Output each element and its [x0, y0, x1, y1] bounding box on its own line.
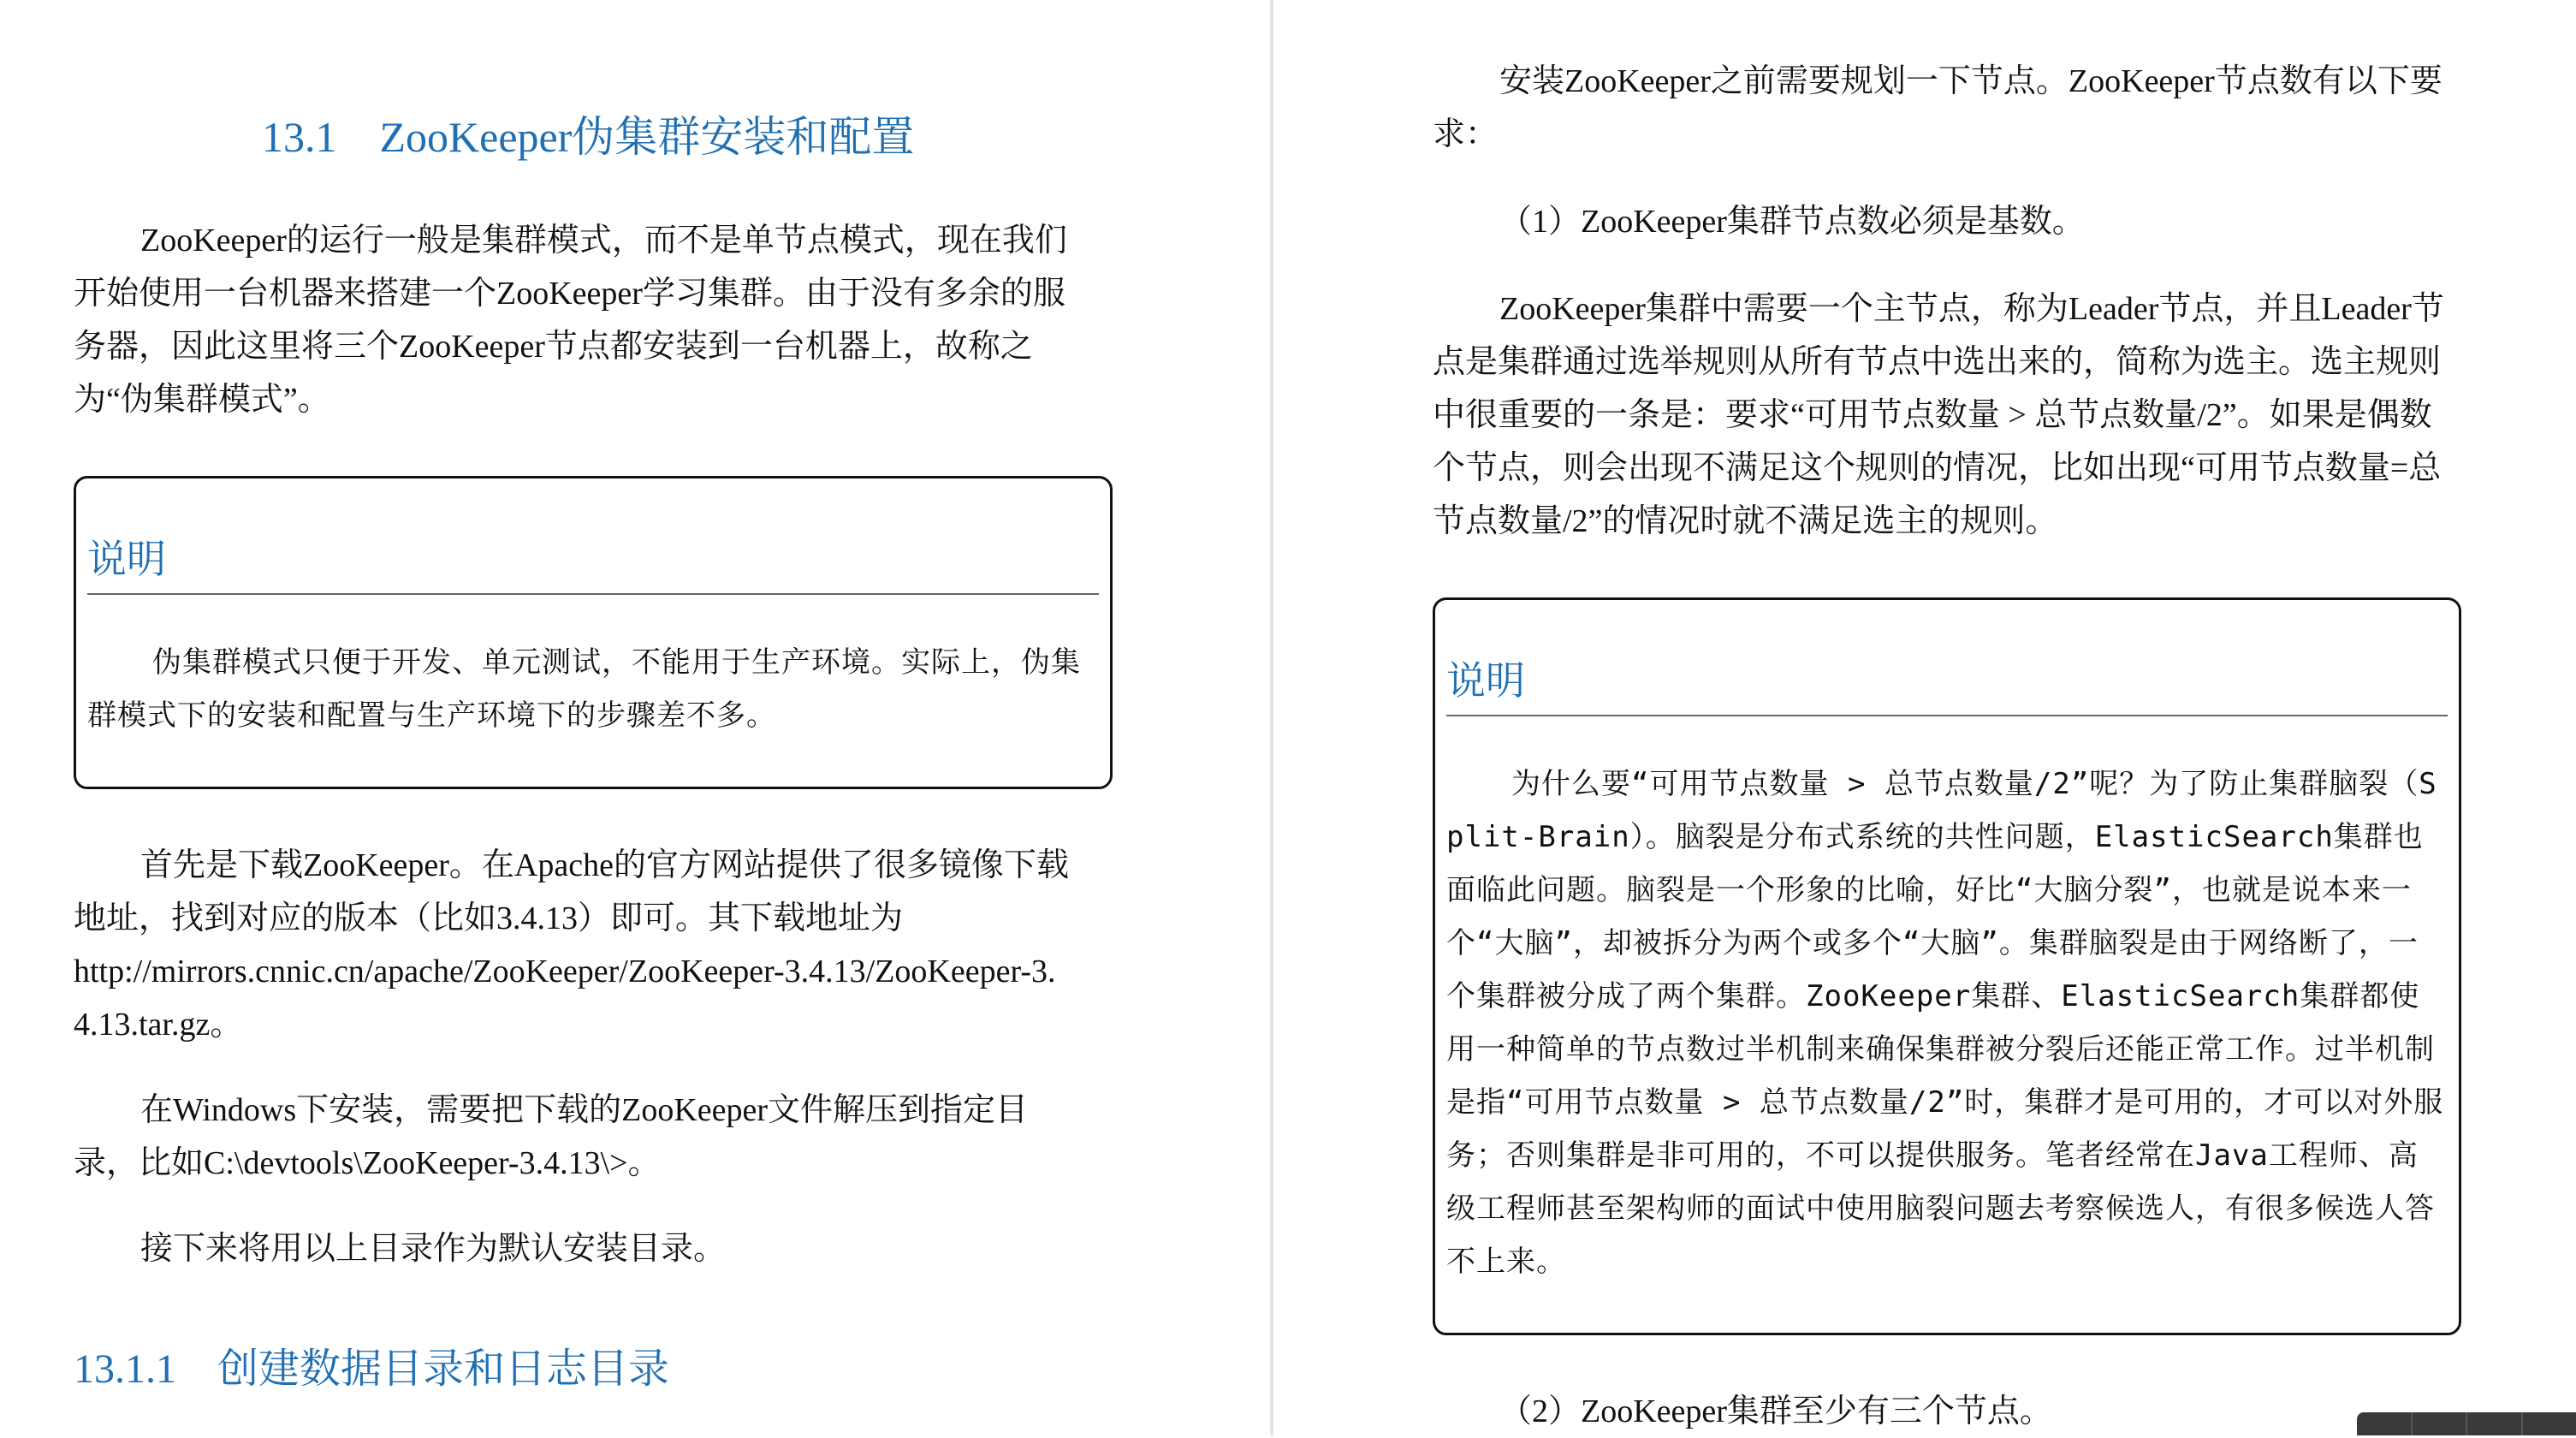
note-box	[74, 476, 1113, 789]
plan-paragraph: 安装ZooKeeper之前需要规划一下节点。ZooKeeper节点数有以下要求：	[1433, 55, 2460, 161]
download-url: http://mirrors.cnnic.cn/apache/ZooKeeper/ZooKeeper-3.4.13/ZooKeeper-3.4.13.tar.gz。	[74, 945, 1066, 1051]
note-title: 说明	[87, 528, 166, 585]
windows-paragraph: 在Windows下安装，需要把下载的ZooKeeper文件解压到指定目录，比如C:\devtools\ZooKeeper-3.4.13\>。	[74, 1084, 1066, 1190]
note-box	[1433, 597, 2461, 1335]
note-body: 为什么要“可用节点数量 > 总节点数量/2”呢？为了防止集群脑裂（Split-Brain）。脑裂是分布式系统的共性问题，ElasticSearch集群也面临此问题。脑裂是一个形象的比喻，好比“大脑分裂”，也就是说本来一个“大脑”，却被拆分为两个或多个“大脑”。集群脑裂是由于网络断了，一个集群被分成了两个集群。ZooKeeper集群、ElasticSearch集群都使用一种简单的节点数过半机制来确保集群被分裂后还能正常工作。过半机制是指“可用节点数量 > 总节点数量/2”时，集群才是可用的，才可以对外服务；否则集群是非可用的，不可以提供服务。笔者经常在Java工程师、高级工程师甚至架构师的面试中使用脑裂问题去考察候选人，有很多候选人答不上来。	[1446, 758, 2448, 1288]
requirement-1: （1）ZooKeeper集群节点数必须是基数。	[1433, 195, 2460, 248]
toolbar-button[interactable]	[2467, 1412, 2523, 1435]
section-heading: 13.1 ZooKeeper伪集群安装和配置	[262, 103, 914, 164]
left-page	[0, 0, 1270, 1435]
download-paragraph: 首先是下载ZooKeeper。在Apache的官方网站提供了很多镜像下载地址，找到对应的版本（比如3.4.13）即可。其下载地址为	[74, 839, 1092, 945]
intro-paragraph: ZooKeeper的运行一般是集群模式，而不是单节点模式，现在我们开始使用一台机器来搭建一个ZooKeeper学习集群。由于没有多余的服务器，因此这里将三个ZooKeeper节点都安装到一台机器上，故称之为“伪集群模式”。	[74, 214, 1092, 426]
note-body: 伪集群模式只便于开发、单元测试，不能用于生产环境。实际上，伪集群模式下的安装和配置与生产环境下的步骤差不多。	[87, 636, 1099, 742]
note-title: 说明	[1446, 650, 1525, 706]
toolbar-button[interactable]	[2357, 1412, 2413, 1435]
requirement-2: （2）ZooKeeper集群至少有三个节点。	[1433, 1385, 2460, 1438]
reader-toolbar[interactable]	[2357, 1412, 2576, 1435]
next-paragraph: 接下来将用以上目录作为默认安装目录。	[74, 1222, 1066, 1275]
subsection-heading: 13.1.1 创建数据目录和日志目录	[74, 1335, 669, 1394]
leader-paragraph: ZooKeeper集群中需要一个主节点，称为Leader节点，并且Leader节点是集群通过选举规则从所有节点中选出来的，简称为选主。选主规则中很重要的一条是：要求“可用节点数量 > 总节点数量/2”。如果是偶数个节点，则会出现不满足这个规则的情况，比如出现“可用节点数量=总节点数量/2”的情况时就不满足选主的规则。	[1433, 282, 2460, 548]
right-page	[1273, 0, 2576, 1435]
toolbar-button[interactable]	[2523, 1412, 2576, 1435]
note-divider	[87, 593, 1099, 595]
note-divider	[1446, 715, 2448, 716]
toolbar-button[interactable]	[2413, 1412, 2468, 1435]
